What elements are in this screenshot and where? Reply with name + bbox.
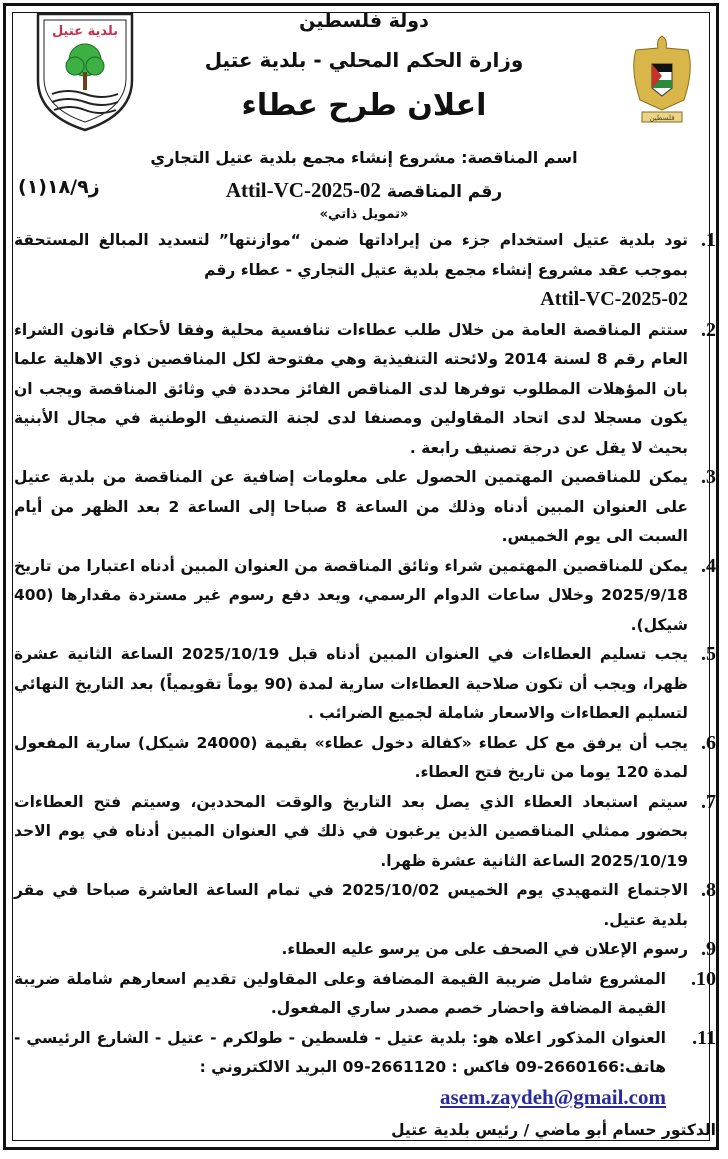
ministry-name: وزارة الحكم المحلي - بلدية عتيل	[204, 48, 524, 72]
item-number: 10.	[691, 967, 716, 990]
tender-number: Attil-VC-2025-02	[225, 178, 381, 202]
svg-text:بلدية عتيل: بلدية عتيل	[51, 24, 119, 39]
state-name: دولة فلسطين	[299, 10, 429, 32]
tender-terms-list	[14, 226, 716, 1146]
item-number: 4.	[701, 554, 716, 577]
item-number: 9.	[701, 938, 716, 960]
item-text: يجب أن يرفق مع كل عطاء «كفالة دخول عطاء» بقيمة (24000 شيكل) سارية المفعول لمدة 120 يوما من تاريخ فتح العطاء.	[14, 733, 688, 781]
tender-code: Attil-VC-2025-02	[540, 288, 688, 310]
signature: الدكتور حسام أبو ماضي / رئيس بلدية عتيل	[391, 1121, 716, 1139]
tender-number-line	[0, 178, 728, 203]
item-text: يجب تسليم العطاءات في العنوان المبين أدناه قبل 2025/10/19 الساعة الثانية عشرة ظهرا، ويجب أن تكون صلاحية العطاءات سارية لمدة (90 يوماً تقويمياً) بعد التاريخ النهائي لتسليم العطاءات والاسعار شاملة لجميع الضرائب .	[14, 645, 688, 722]
item-number: 3.	[701, 466, 716, 488]
list-item	[14, 965, 716, 1024]
list-item	[14, 935, 716, 965]
list-item	[14, 552, 716, 641]
item-text: المشروع شامل ضريبة القيمة المضافة وعلى المقاولين تقديم اسعارهم شاملة ضريبة القيمة المضافة واحضار خصم مصدر ساري المفعول.	[14, 969, 666, 1017]
list-item	[14, 316, 716, 464]
item-text: الاجتماع التمهيدي يوم الخميس 2025/10/02 في تمام الساعة العاشرة صباحا في مقر بلدية عتيل.	[14, 881, 689, 929]
list-item	[14, 640, 716, 729]
item-number: 5.	[701, 643, 716, 665]
item-text: يمكن للمناقصين المهتمين الحصول على معلومات إضافية عن المناقصة من بلدية عتيل على العنوان المبين أدناه وذلك من الساعة 8 صباحا إلى الساعة 2 بعد الظهر من أيام السبت الى يوم الخميس.	[14, 468, 688, 545]
item-text: تود بلدية عتيل استخدام جزء من إيراداتها ضمن “موازنتها” لتسديد المبالغ المستحقة بموجب عقد مشروع إنشاء مجمع بلدية عتيل التجاري - عطاء رقم	[14, 231, 688, 279]
item-number: 7.	[701, 790, 716, 813]
emblem-label: فلسطين	[649, 114, 675, 122]
tender-number-label: رقم المناقصة	[386, 182, 503, 202]
list-item	[14, 876, 716, 935]
list-item	[14, 729, 716, 788]
item-text: يمكن للمناقصين المهتمين شراء وثائق المناقصة من العنوان المبين أدناه اعتبارا من تاريخ 2025/9/18 وخلال ساعات الدوام الرسمي، ويعد دفع رسوم غير مستردة مقدارها (400 شيكل).	[14, 556, 688, 634]
page-title: اعلان طرح عطاء	[241, 88, 487, 123]
header	[0, 0, 728, 230]
funding-type: «تمويل ذاتي»	[319, 207, 409, 222]
list-item	[14, 226, 716, 316]
email-link[interactable]: asem.zaydeh@gmail.com	[440, 1084, 666, 1109]
list-item	[14, 1024, 716, 1113]
tender-name: اسم المناقصة: مشروع إنشاء مجمع بلدية عتيل التجاري	[150, 148, 578, 167]
palestine-eagle-emblem	[626, 30, 698, 130]
item-number: 11.	[692, 1026, 716, 1049]
item-number: 8.	[701, 879, 716, 901]
item-number: 6.	[701, 731, 716, 754]
item-text: العنوان المذكور اعلاه هو: بلدية عتيل - فلسطين - طولكرم - عتيل - الشارع الرئيسي - هاتف:2660166-09 فاكس : 2661120-09 البريد الالكتروني :	[14, 1028, 666, 1076]
item-text: سيتم استبعاد العطاء الذي يصل بعد التاريخ والوقت المحددين، وسيتم فتح العطاءات بحضور ممثلي المناقصين الذين يرغبون في ذلك في العنوان المبين أدناه في يوم الاحد 2025/10/19 الساعة الثانية عشرة ظهرا.	[14, 792, 688, 870]
item-number: 2.	[701, 318, 716, 341]
item-number: 1.	[701, 229, 716, 251]
item-text: رسوم الإعلان في الصحف على من يرسو عليه العطاء.	[281, 940, 688, 958]
item-text: ستتم المناقصة العامة من خلال طلب عطاءات تنافسية محلية وفقا لأحكام قانون الشراء العام رقم 8 لسنة 2014 ولائحته التنفيذية وهي مفتوحة لكل المناقصين ذوي الاهلية علما بان المؤهلات المطلوب توفرها لدى المناقص الفائز محددة في وثائق المناقصة ويجب ان يكون مسجلا لدى اتحاد المقاولين ومصنفا لدى لجنة التصنيف الوطنية في مجال الأبنية بحيث لا يقل عن درجة تصنيف رابعة .	[14, 320, 688, 457]
list-item	[14, 463, 716, 552]
reference-code: ز١٨/٩(١)	[18, 176, 100, 198]
list-item	[14, 788, 716, 877]
